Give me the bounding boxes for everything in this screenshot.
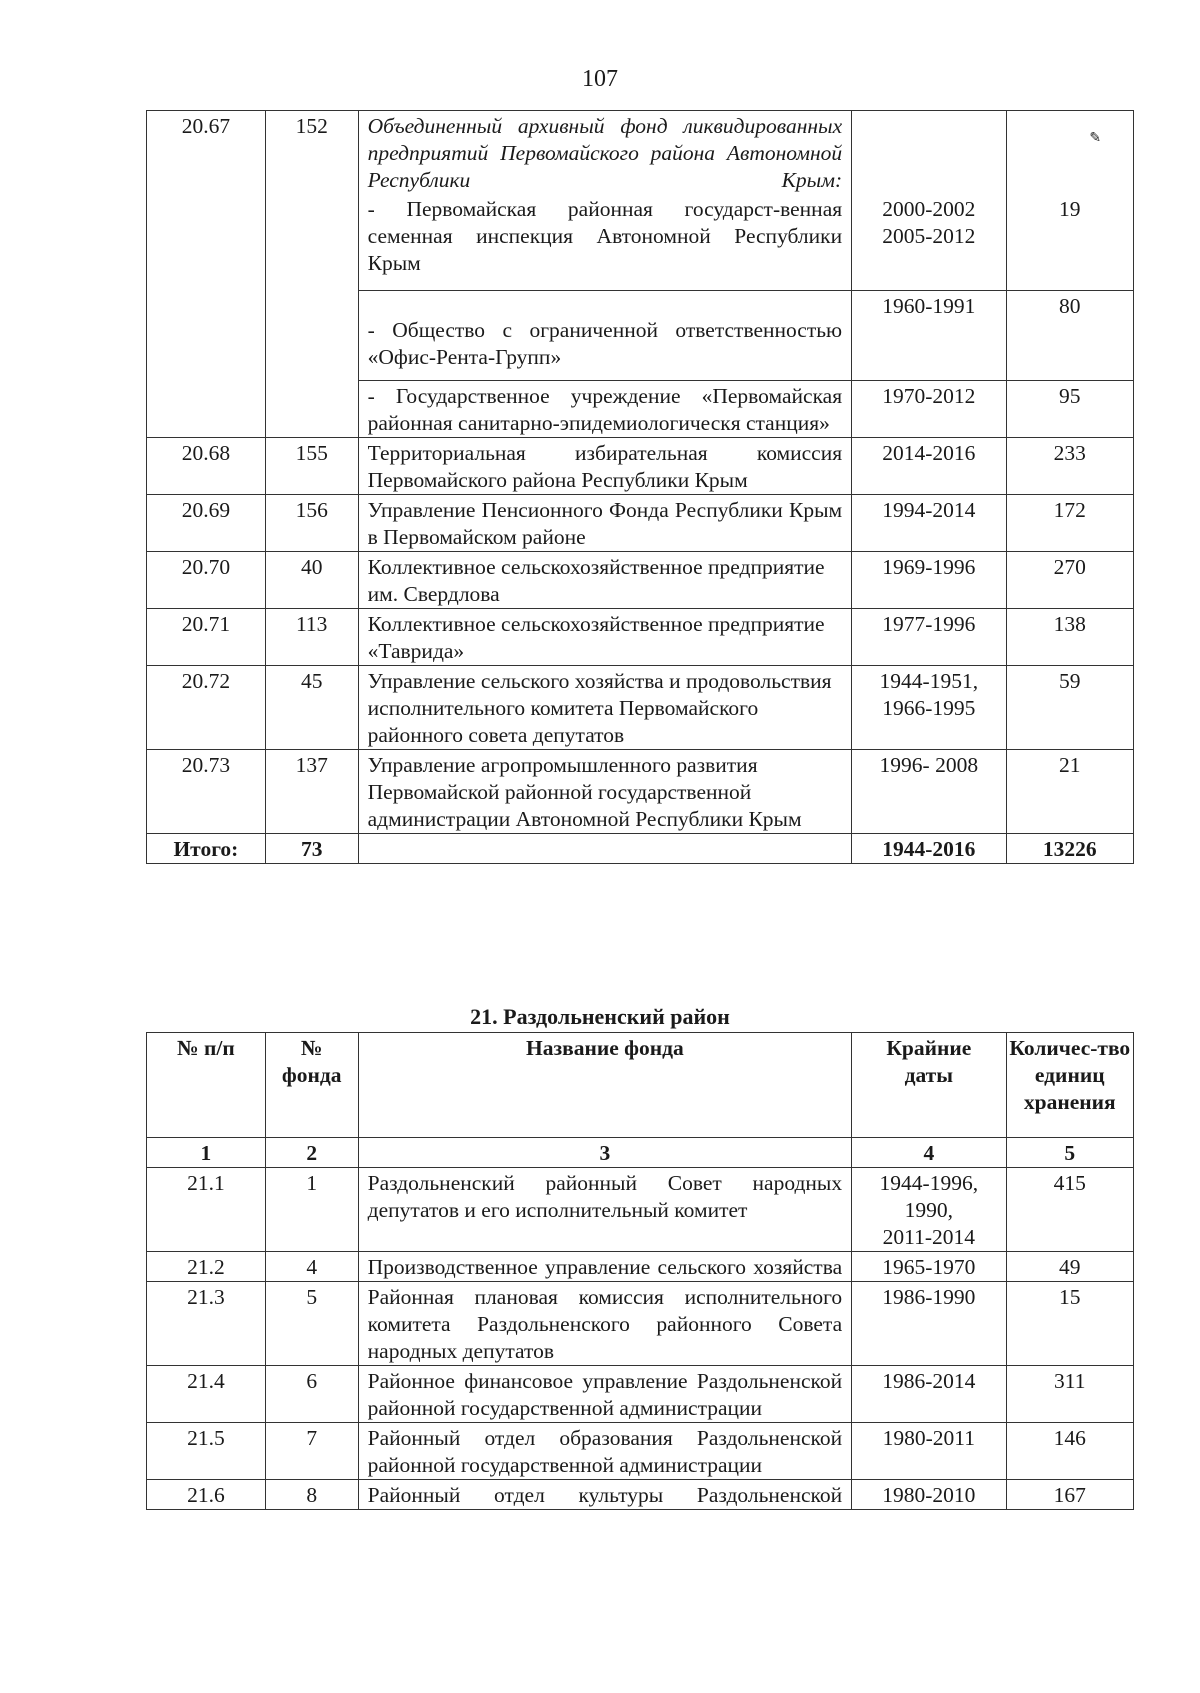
dates-cell: 1980-2010: [852, 1480, 1006, 1510]
total-row: [147, 833, 1134, 863]
count-cell: 270: [1006, 551, 1133, 608]
column-number: 2: [265, 1138, 358, 1168]
fond-name: Районная плановая комиссия исполнительного комитета Раздольненского районного Совета народных депутатов: [358, 1282, 851, 1366]
total-name-cell: [358, 833, 851, 863]
header-row-number: № п/п: [147, 1033, 266, 1138]
dates-cell: 1969-1996: [852, 551, 1006, 608]
fond-name: Районный отдел образования Раздольненской районной государственной администрации: [358, 1423, 851, 1480]
header-count: Количес-тво единиц хранения: [1006, 1033, 1133, 1138]
row-number: 20.72: [147, 665, 266, 749]
count-cell: 233: [1006, 437, 1133, 494]
fonds-table-pervomaisky: [146, 110, 1134, 864]
row-number: 21.2: [147, 1252, 266, 1282]
row-number: 20.69: [147, 494, 266, 551]
fond-name: Районный отдел культуры Раздольненской: [358, 1480, 851, 1510]
table-row: [147, 1366, 1134, 1423]
table-row: [147, 111, 1134, 195]
row-number: 21.5: [147, 1423, 266, 1480]
count-cell: 146: [1006, 1423, 1133, 1480]
count-cell: 95: [1006, 380, 1133, 437]
fond-title: Объединенный архивный фонд ликвидированных предприятий Первомайского района Автономной Республики Крым:: [358, 111, 851, 195]
fonds-table-razdolnensky: [146, 1032, 1134, 1510]
dates-cell: [852, 111, 1006, 195]
fond-number: 152: [265, 111, 358, 438]
dates-cell: 1944-1951, 1966-1995: [852, 665, 1006, 749]
dates-cell: 1986-1990: [852, 1282, 1006, 1366]
table-row: [147, 665, 1134, 749]
header-dates: Крайние даты: [852, 1033, 1006, 1138]
section-title: 21. Раздольненский район: [470, 1004, 730, 1029]
total-fond-count: 73: [265, 833, 358, 863]
table-row: [147, 749, 1134, 833]
count-cell: 59: [1006, 665, 1133, 749]
fond-name: - Общество с ограниченной ответственностью «Офис-Рента-Групп»: [358, 290, 851, 380]
column-number: 5: [1006, 1138, 1133, 1168]
dates-cell: 1996- 2008: [852, 749, 1006, 833]
fond-name: Районное финансовое управление Раздольненской районной государственной администрации: [358, 1366, 851, 1423]
dates-cell: 1986-2014: [852, 1366, 1006, 1423]
dates-cell: 2014-2016: [852, 437, 1006, 494]
row-number: 20.70: [147, 551, 266, 608]
column-number-row: [147, 1138, 1134, 1168]
row-number: 20.71: [147, 608, 266, 665]
count-cell: 15: [1006, 1282, 1133, 1366]
fond-name: Управление агропромышленного развития Первомайской районной государственной администрации Автономной Республики Крым: [358, 749, 851, 833]
header-fond-name: Название фонда: [358, 1033, 851, 1138]
count-cell: 21: [1006, 749, 1133, 833]
fond-number: 113: [265, 608, 358, 665]
count-cell: 138: [1006, 608, 1133, 665]
fond-number: 137: [265, 749, 358, 833]
dates-cell: 1994-2014: [852, 494, 1006, 551]
fond-name: Производственное управление сельского хозяйства: [358, 1252, 851, 1282]
fond-number: 156: [265, 494, 358, 551]
row-number: 21.3: [147, 1282, 266, 1366]
count-cell: 311: [1006, 1366, 1133, 1423]
dates-cell: 1944-1996, 1990, 2011-2014: [852, 1168, 1006, 1252]
row-number: 20.73: [147, 749, 266, 833]
fond-name: Раздольненский районный Совет народных депутатов и его исполнительный комитет: [358, 1168, 851, 1252]
fond-number: 155: [265, 437, 358, 494]
fond-name: - Государственное учреждение «Первомайская районная санитарно-эпидемиологическя станция»: [358, 380, 851, 437]
fond-number: 7: [265, 1423, 358, 1480]
fond-number: 6: [265, 1366, 358, 1423]
table-row: [147, 608, 1134, 665]
fond-number: 40: [265, 551, 358, 608]
table-row: [147, 1282, 1134, 1366]
table-row: [147, 1252, 1134, 1282]
page-number: 107: [582, 66, 618, 92]
column-number: 1: [147, 1138, 266, 1168]
fond-name: - Первомайская районная государст-венная семенная инспекция Автономной Республики Крым: [358, 194, 851, 290]
fond-number: 4: [265, 1252, 358, 1282]
dates-cell: 1977-1996: [852, 608, 1006, 665]
row-number: 21.4: [147, 1366, 266, 1423]
fond-name: Управление сельского хозяйства и продовольствия исполнительного комитета Первомайского районного совета депутатов: [358, 665, 851, 749]
table-row: [147, 551, 1134, 608]
table-row: [147, 437, 1134, 494]
dates-cell: 1965-1970: [852, 1252, 1006, 1282]
row-number: 21.1: [147, 1168, 266, 1252]
dates-cell: 1970-2012: [852, 380, 1006, 437]
count-cell: 80: [1006, 290, 1133, 380]
column-number: 4: [852, 1138, 1006, 1168]
row-number: 20.67: [147, 111, 266, 438]
total-label: Итого:: [147, 833, 266, 863]
fond-number: 8: [265, 1480, 358, 1510]
fond-number: 1: [265, 1168, 358, 1252]
count-cell: 167: [1006, 1480, 1133, 1510]
count-cell: 415: [1006, 1168, 1133, 1252]
fond-name: Коллективное сельскохозяйственное предприятие им. Свердлова: [358, 551, 851, 608]
count-cell: 19: [1006, 194, 1133, 290]
count-cell: 49: [1006, 1252, 1133, 1282]
total-count: 13226: [1006, 833, 1133, 863]
row-number: 20.68: [147, 437, 266, 494]
table-row: [147, 494, 1134, 551]
table-row: [147, 1168, 1134, 1252]
column-number: 3: [358, 1138, 851, 1168]
fond-number: 45: [265, 665, 358, 749]
table-row: [147, 1480, 1134, 1510]
table-header-row: [147, 1033, 1134, 1138]
fond-name: Управление Пенсионного Фонда Республики Крым в Первомайском районе: [358, 494, 851, 551]
row-number: 21.6: [147, 1480, 266, 1510]
fond-number: 5: [265, 1282, 358, 1366]
total-dates: 1944-2016: [852, 833, 1006, 863]
dates-cell: 2000-2002 2005-2012: [852, 194, 1006, 290]
table-row: [147, 1423, 1134, 1480]
handwritten-mark: ✎: [1006, 111, 1133, 195]
dates-cell: 1960-1991: [852, 290, 1006, 380]
fond-name: Территориальная избирательная комиссия Первомайского района Республики Крым: [358, 437, 851, 494]
count-cell: 172: [1006, 494, 1133, 551]
dates-cell: 1980-2011: [852, 1423, 1006, 1480]
fond-name: Коллективное сельскохозяйственное предприятие «Таврида»: [358, 608, 851, 665]
header-fond-number: № фонда: [265, 1033, 358, 1138]
